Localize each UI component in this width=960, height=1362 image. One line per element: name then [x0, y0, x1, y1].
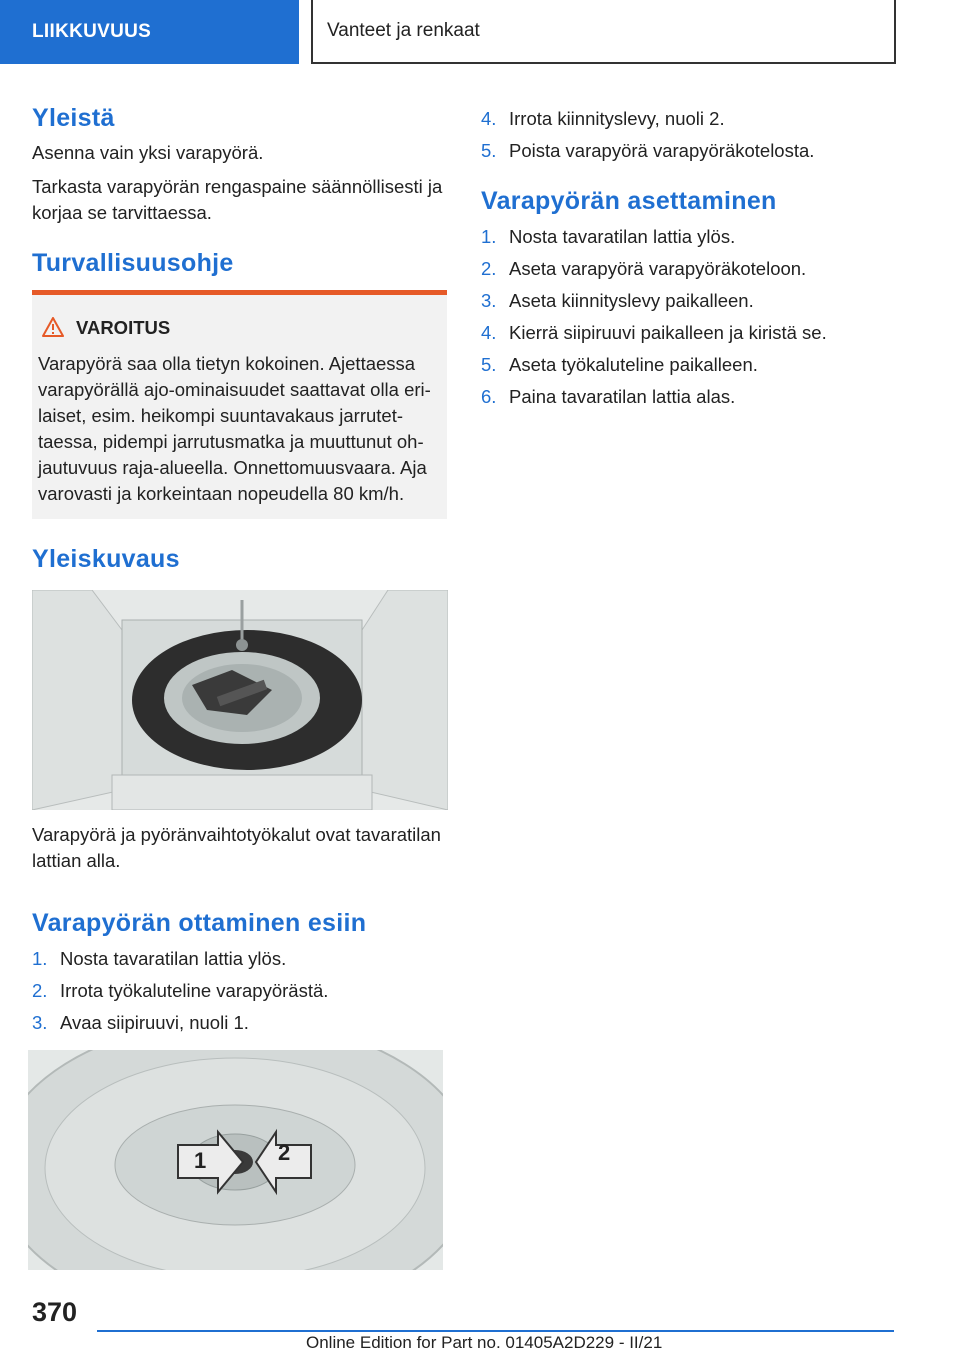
section-tab[interactable] — [0, 0, 299, 64]
step-number: 6. — [481, 386, 497, 407]
topic-title: Vanteet ja renkaat — [327, 20, 480, 41]
step-number: 4. — [481, 108, 497, 129]
warning-line: laiset, esim. heikompi suuntavakaus jarrutet- — [38, 405, 404, 426]
step-item — [32, 978, 328, 1010]
step-text: Aseta kiinnityslevy paikalleen. — [509, 290, 754, 311]
step-item — [481, 352, 827, 384]
general-text-2-line1: Tarkasta varapyörän rengaspaine säännöllisesti ja — [32, 176, 443, 197]
step-item — [481, 138, 814, 170]
installing-steps — [481, 224, 827, 416]
step-text: Paina tavaratilan lattia alas. — [509, 386, 736, 407]
step-number: 2. — [481, 258, 497, 279]
warning-line: varovasti ja korkeintaan nopeudella 80 km/h. — [38, 483, 405, 504]
section-title: LIIKKUVUUS — [32, 21, 152, 42]
warning-line: jautuvuus raja-alueella. Onnettomuusvaara. Aja — [38, 457, 427, 478]
step-number: 5. — [481, 354, 497, 375]
heading-overview: Yleiskuvaus — [32, 545, 180, 573]
warning-title: VAROITUS — [76, 317, 171, 338]
topic-header — [311, 0, 896, 64]
heading-installing: Varapyörän asettaminen — [481, 187, 777, 215]
arrow-label-2: 2 — [278, 1140, 291, 1165]
heading-general: Yleistä — [32, 104, 115, 132]
step-number: 3. — [32, 1012, 48, 1033]
step-item — [481, 288, 827, 320]
wing-nut-illustration — [28, 1050, 443, 1270]
step-text: Aseta varapyörä varapyöräkoteloon. — [509, 258, 807, 279]
step-text: Nosta tavaratilan lattia ylös. — [509, 226, 736, 247]
heading-safety: Turvallisuusohje — [32, 249, 234, 277]
step-number: 3. — [481, 290, 497, 311]
general-text-1: Asenna vain yksi varapyörä. — [32, 142, 264, 163]
step-number: 2. — [32, 980, 48, 1001]
step-text: Aseta työkaluteline paikalleen. — [509, 354, 758, 375]
warning-line: Varapyörä saa olla tietyn kokoinen. Ajettaessa — [38, 353, 416, 374]
step-item — [481, 320, 827, 352]
overview-caption-line1: Varapyörä ja pyöränvaihtotyökalut ovat tavaratilan — [32, 824, 441, 845]
footer-divider — [97, 1330, 894, 1332]
warning-triangle-icon — [42, 317, 64, 337]
step-number: 4. — [481, 322, 497, 343]
step-text: Kierrä siipiruuvi paikalleen ja kiristä se. — [509, 322, 827, 343]
warning-line: varapyörällä ajo-ominaisuudet saattavat olla eri- — [38, 379, 431, 400]
overview-caption-line2: lattian alla. — [32, 850, 121, 871]
heading-removal: Varapyörän ottaminen esiin — [32, 909, 367, 937]
step-text: Avaa siipiruuvi, nuoli 1. — [60, 1012, 249, 1033]
step-item — [481, 256, 827, 288]
general-text-2-line2: korjaa se tarvittaessa. — [32, 202, 212, 223]
step-text: Irrota kiinnityslevy, nuoli 2. — [509, 108, 725, 129]
step-item — [481, 384, 827, 416]
removal-steps — [32, 946, 328, 1042]
removal-steps-continued — [481, 106, 814, 170]
step-text: Nosta tavaratilan lattia ylös. — [60, 948, 287, 969]
step-item — [32, 1010, 328, 1042]
step-text: Irrota työkaluteline varapyörästä. — [60, 980, 329, 1001]
spare-wheel-trunk-illustration — [32, 590, 448, 810]
edition-note: Online Edition for Part no. 01405A2D229 - II/21 — [306, 1333, 663, 1352]
page-number: 370 — [32, 1297, 78, 1327]
warning-text — [38, 351, 443, 507]
step-item — [481, 106, 814, 138]
warning-box — [32, 290, 447, 519]
step-item — [481, 224, 827, 256]
step-number: 1. — [32, 948, 48, 969]
step-text: Poista varapyörä varapyöräkotelosta. — [509, 140, 815, 161]
arrow-label-1: 1 — [194, 1148, 207, 1173]
step-item — [32, 946, 328, 978]
step-number: 5. — [481, 140, 497, 161]
step-number: 1. — [481, 226, 497, 247]
warning-line: taessa, pidempi jarrutusmatka ja muuttunut oh- — [38, 431, 424, 452]
